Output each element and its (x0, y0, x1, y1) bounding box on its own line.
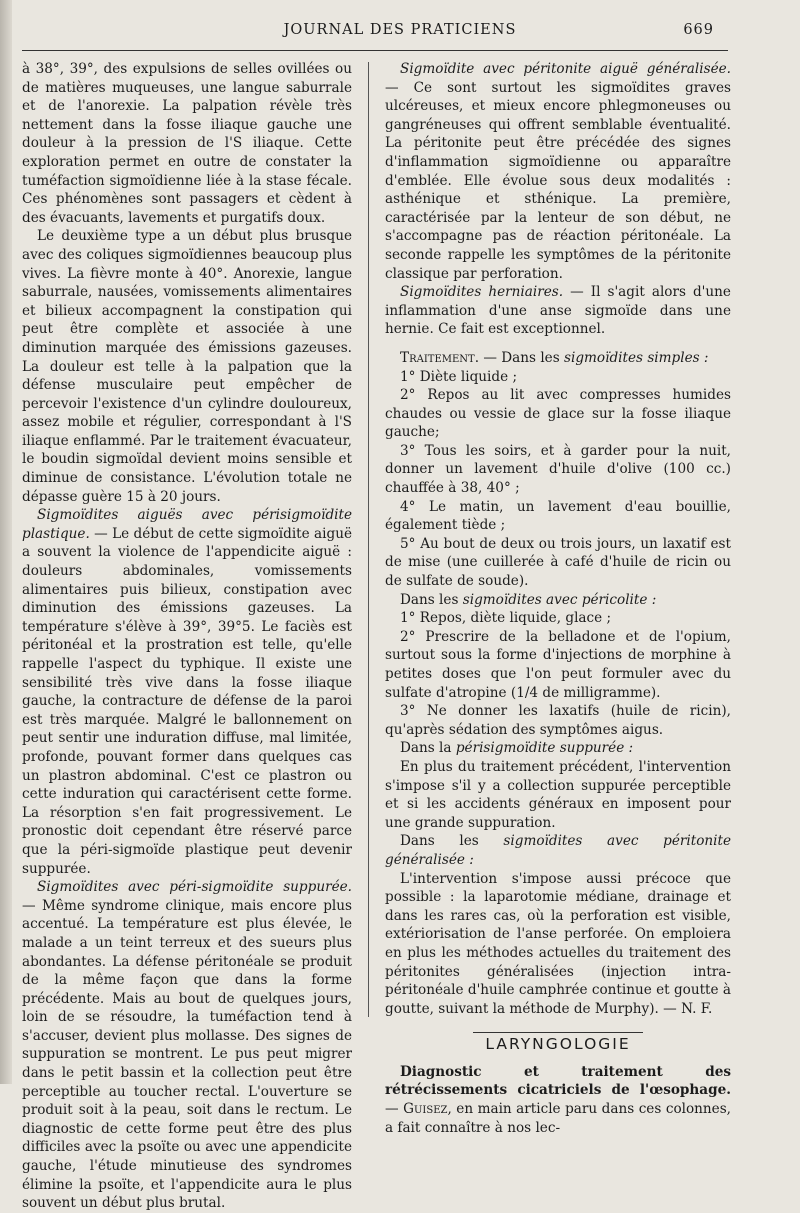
paragraph-text: — Le début de cette sigmoïdite aiguë a souvent la violence de l'appendicite aiguë : douleurs abdominales, vomissements alimentaires puis bilieux, constipation avec diminution des émissions gazeuses. La température s'élève à 39°, 39°5. Le faciès est péritonéal et la prostration est telle, qu'elle rappelle l'aspect du typhique. Il existe une sensibilité très vive dans la fosse iliaque gauche, la contracture de défense de la paroi est très marquée. Malgré le ballonnement on peut sentir une induration diffuse, mal limitée, profonde, pouvant former dans quelques cas un plastron abdominal. C'est ce plastron ou cette induration qui caractérisent cette forme. La résorption s'en fait progressivement. Le pronostic doit cependant être réservé parce que la péri-sigmoïde plastique peut devenir suppurée. (22, 525, 352, 877)
header-rule (22, 50, 728, 51)
page-binding-shadow (0, 0, 12, 1084)
text-run: sigmoïdites avec péritonite généralisée : (385, 833, 731, 868)
subheading: Sigmoïdite avec péritonite aiguë généralisée. (400, 61, 731, 77)
treatment-item: 1° Repos, diète liquide, glace ; (400, 610, 612, 627)
text-run: périsigmoïdite suppurée : (455, 740, 634, 757)
treatment-item: 3° Tous les soirs, et à garder pour la nuit, donner un lavement d'huile d'olive (100 cc.) chauffée à 38, 40° ; (385, 442, 731, 497)
subheading: Sigmoïdites herniaires. (400, 284, 564, 301)
treatment-item: 3° Ne donner les laxatifs (huile de ricin), qu'après sédation des symptômes aigus. (385, 703, 731, 738)
text-run: — Dans les (479, 349, 565, 366)
section-heading (385, 1032, 731, 1055)
paragraph: L'intervention s'impose aussi précoce que possible : la laparotomie médiane, drainage et dans les rares cas, où la perforation est visible, extériorisation de l'anse perforée. On emploiera en plus les méthodes actuelles du traitement des péritonites généralisées (injection intra-péritonéale d'huile camphrée continue et goutte à goutte, suivant la méthode de Murphy). — N. F. (385, 870, 731, 1017)
paragraph-plastique (22, 506, 352, 878)
running-header (0, 22, 800, 46)
text-run: , en main article paru dans ces colonnes, a fait connaître à nos lec- (385, 1101, 732, 1136)
text-run: sigmoïdites avec péricolite : (462, 591, 657, 608)
treatment-label: Traitement. (400, 349, 480, 366)
treatment-intro (385, 349, 731, 368)
section-title: LARYNGOLOGIE (473, 1032, 642, 1054)
text-run: Dans la (400, 740, 456, 757)
paragraph-herniaires (385, 283, 731, 339)
column-divider (368, 62, 369, 1017)
text-run: — (385, 1101, 404, 1118)
text-run: Dans les (400, 591, 463, 608)
paragraph: En plus du traitement précédent, l'intervention s'impose s'il y a collection suppurée perceptible et si les accidents généraux en imposent pour une grande suppuration. (385, 758, 731, 831)
paragraph-text: — Même syndrome clinique, mais encore plus accentué. La température est plus élevée, le malade a un teint terreux et des sueurs plus abondantes. La défense péritonéale se produit de la même façon que dans la forme précédente. Mais au bout de quelques jours, loin de se résoudre, la tuméfaction tend à s'accuser, devient plus mollasse. Des signes de suppuration se montrent. Le pus peut migrer dans le petit bassin et la collection peut être perceptible au toucher rectal. L'ouverture se produit soit à la peau, soit dans le rectum. Le diagnostic de cette forme peut être des plus difficiles avec la psoïte ou avec une appendicite gauche, l'étude minutieuse des syndromes élimine la psoïte, et l'appendicite aura le plus souvent un début plus brutal. (22, 897, 352, 1212)
page-number: 669 (683, 22, 714, 38)
left-column (22, 60, 352, 1213)
right-column (385, 60, 731, 1137)
text-run: Dans les (400, 833, 504, 850)
author: Guisez (403, 1101, 448, 1118)
treatment-item: 5° Au bout de deux ou trois jours, un laxatif est de mise (une cuillerée à café d'huile de ricin ou de sulfate de soude). (385, 535, 731, 590)
subheading: Sigmoïdites aiguës avec périsigmoïdite plastique. (22, 507, 352, 542)
treatment-item: 1° Diète liquide ; (400, 368, 518, 385)
article-lead (385, 1063, 731, 1137)
treatment-item: 2° Repos au lit avec compresses humides chaudes ou vessie de glace sur la fosse iliaque gauche; (385, 387, 731, 441)
generalisee-intro (385, 832, 731, 869)
paragraph-suppuree (22, 878, 352, 1213)
paragraph: Le deuxième type a un début plus brusque avec des coliques sigmoïdiennes beaucoup plus vives. La fièvre monte à 40°. Anorexie, langue saburrale, nausées, vomissements alimentaires et bilieux accompagnent la constipation qui peut être complète et associée à une diminution marquée des émissions gazeuses. La douleur est telle à la palpation que la défense musculaire peut empêcher de percevoir l'existence d'un cylindre douloureux, assez mobile et régulier, correspondant à l'S iliaque enflammé. Par le traitement évacuateur, le boudin sigmoïdal devient moins sensible et diminue de consistance. L'évolution totale ne dépasse guère 15 à 20 jours. (22, 228, 352, 505)
journal-title: JOURNAL DES PRATICIENS (283, 22, 517, 38)
text-run: sigmoïdites simples : (564, 349, 709, 366)
pericolite-intro (385, 591, 731, 610)
paragraph-generalisee (385, 60, 731, 283)
treatment-item: 4° Le matin, un lavement d'eau bouillie, également tiède ; (385, 498, 731, 534)
paragraph-text: — Ce sont surtout les sigmoïdites graves ulcéreuses, et mieux encore phlegmoneuses ou gangréneuses qui offrent semblable éventualité. La péritonite peut être précédée des signes d'inflammation sigmoïdienne ou apparaître d'emblée. Elle évolue sous deux modalités : asthénique et sthénique. La première, caractérisée par la lenteur de son début, ne s'accompagne pas de réaction péritonéale. La seconde rappelle les symptômes de la péritonite classique par perforation. (385, 79, 731, 282)
paragraph-text: — Il s'agit alors d'une inflammation d'une anse sigmoïde dans une hernie. Ce fait est exceptionnel. (385, 284, 731, 338)
subheading: Sigmoïdites avec péri-sigmoïdite suppurée. (37, 879, 352, 896)
treatment-item: 2° Prescrire de la belladone et de l'opium, surtout sous la forme d'injections de morphine à petites doses que l'on peut formuler avec du sulfate d'atropine (1/4 de milligramme). (385, 628, 731, 701)
paragraph: à 38°, 39°, des expulsions de selles ovillées ou de matières muqueuses, une langue saburrale et de l'anorexie. La palpation révèle très nettement dans la fosse iliaque gauche une douleur à la pression de l'S iliaque. Cette exploration permet en outre de constater la tuméfaction sigmoïdienne liée à la stase fécale. Ces phénomènes sont passagers et cèdent à des évacuants, lavements et purgatifs doux. (22, 61, 352, 226)
article-title: Diagnostic et traitement des rétrécissements cicatriciels de l'œsophage. (385, 1063, 731, 1099)
suppuree-intro (385, 739, 731, 758)
